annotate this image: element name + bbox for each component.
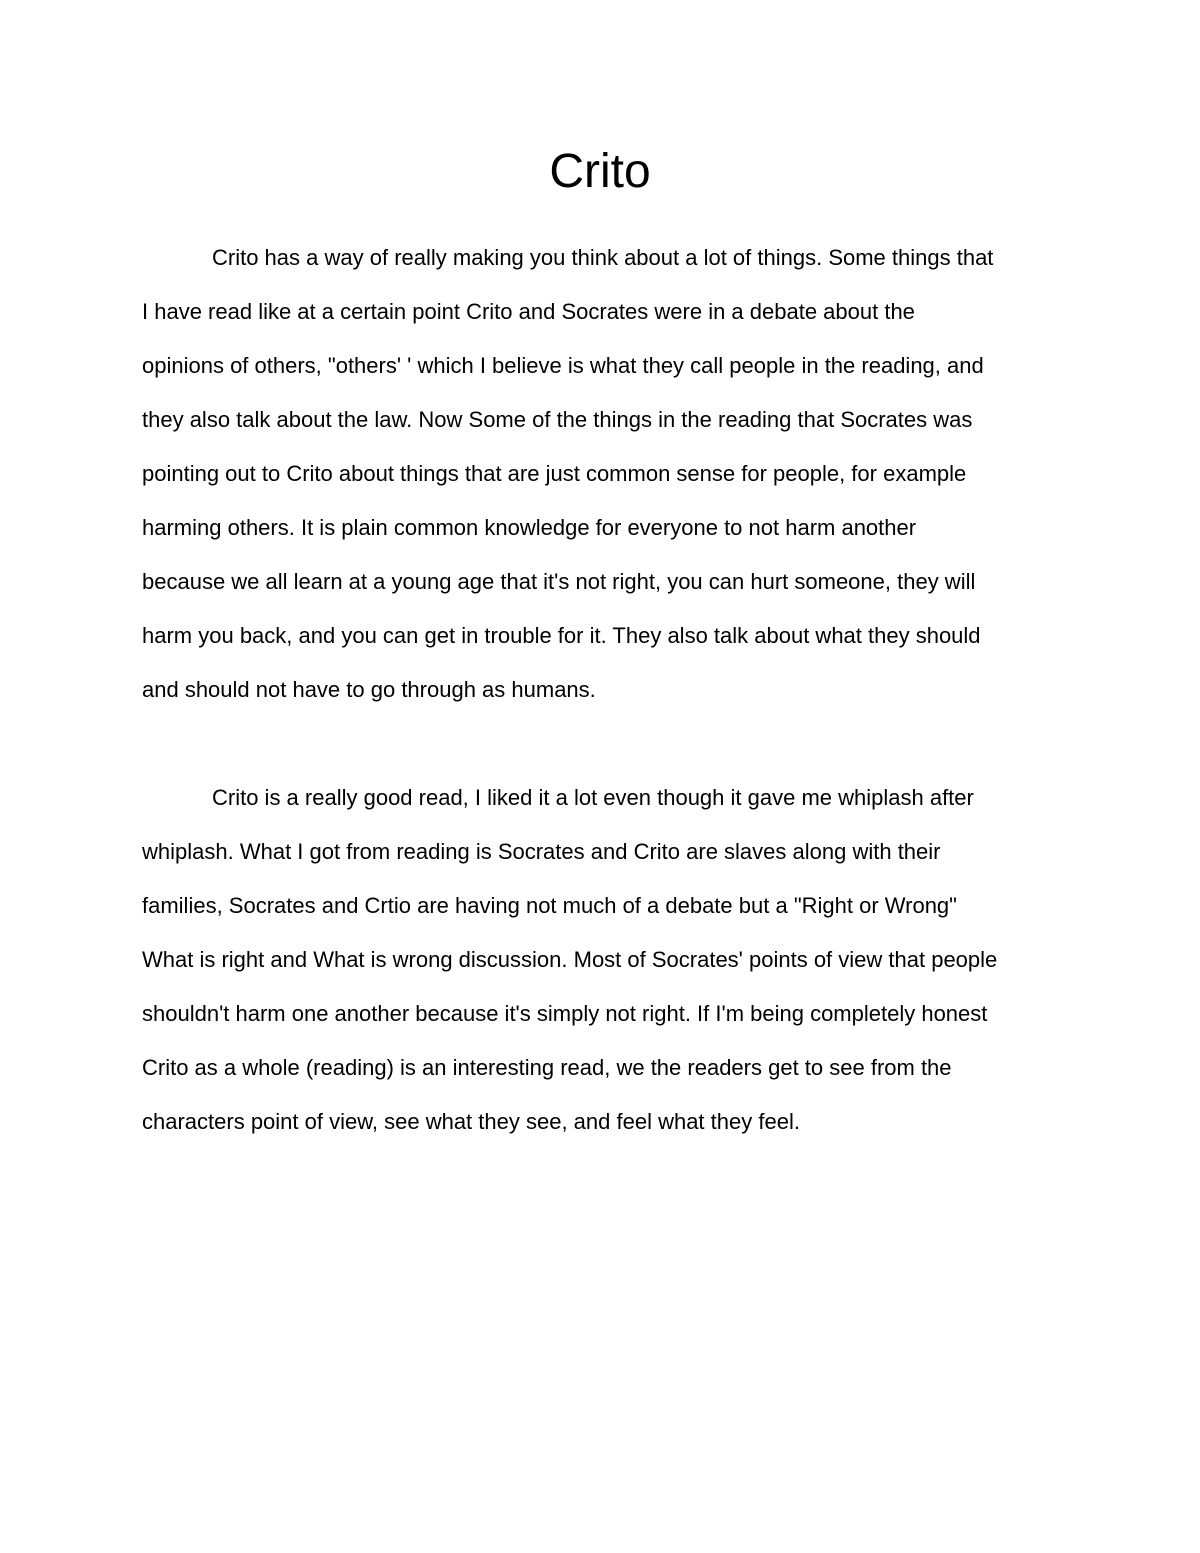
paragraph-2-line-6: Crito as a whole (reading) is an interesting read, we the readers get to see from the [142, 1055, 952, 1080]
paragraph-2-line-7: characters point of view, see what they see, and feel what they feel. [142, 1109, 800, 1134]
paragraph-1-line-7: because we all learn at a young age that it's not right, you can hurt someone, they will [142, 569, 976, 594]
paragraph-1-line-4: they also talk about the law. Now Some of the things in the reading that Socrates was [142, 407, 973, 432]
paragraph-2-line-4: What is right and What is wrong discussion. Most of Socrates' points of view that people [142, 947, 998, 972]
paragraph-1-line-3: opinions of others, "others' ' which I believe is what they call people in the reading, and [142, 353, 984, 378]
paragraph-1-line-5: pointing out to Crito about things that are just common sense for people, for example [142, 461, 967, 486]
paragraph-2-line-2: whiplash. What I got from reading is Socrates and Crito are slaves along with their [142, 839, 941, 864]
paragraph-1-line-2: I have read like at a certain point Crito and Socrates were in a debate about the [142, 299, 915, 324]
paragraph-1-line-8: harm you back, and you can get in trouble for it. They also talk about what they should [142, 623, 981, 648]
document-title: Crito [549, 145, 651, 198]
paragraph-2-line-3: families, Socrates and Crtio are having not much of a debate but a "Right or Wrong" [142, 893, 957, 918]
paragraph-1-line-1: Crito has a way of really making you think about a lot of things. Some things that [212, 245, 994, 270]
paragraph-1-line-6: harming others. It is plain common knowledge for everyone to not harm another [142, 515, 917, 540]
paragraph-1-line-9: and should not have to go through as humans. [142, 677, 596, 702]
paragraph-2-line-5: shouldn't harm one another because it's simply not right. If I'm being completely honest [142, 1001, 988, 1026]
paragraph-2-line-1: Crito is a really good read, I liked it a lot even though it gave me whiplash after [212, 785, 974, 810]
